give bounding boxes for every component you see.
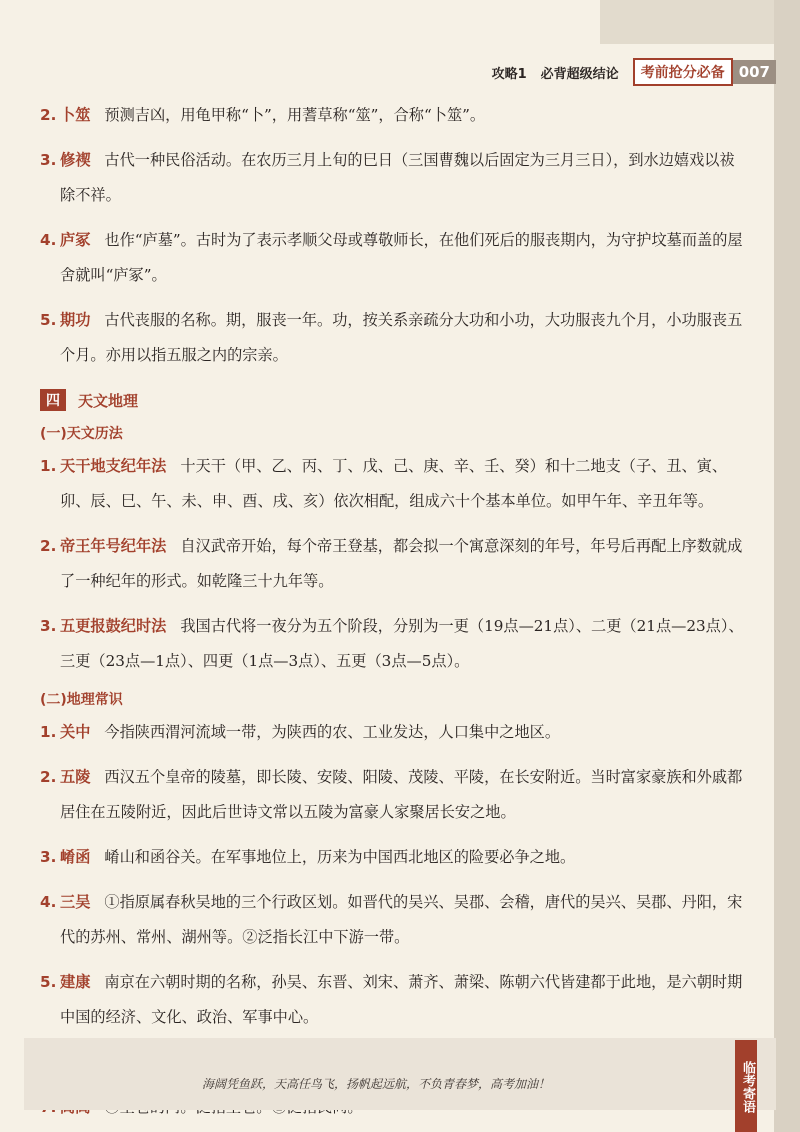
item-term: 五陵	[60, 768, 91, 786]
item-number: 4.	[40, 231, 57, 249]
list-item	[40, 965, 746, 1035]
content	[40, 92, 746, 1132]
item-number: 5.	[40, 311, 57, 329]
item-number: 2.	[40, 537, 57, 555]
item-text: 自汉武帝开始，每个帝王登基，都会拟一个寓意深刻的年号，年号后再配上序数就成了一种纪年的形式。如乾隆三十九年等。	[60, 537, 743, 590]
footer-motto: 海阔凭鱼跃，天高任鸟飞，扬帆起远航，不负青春梦，高考加油！	[201, 1077, 550, 1091]
item-text: 我国古代将一夜分为五个阶段，分别为一更（19点—21点）、二更（21点—23点）、三更（23点—1点）、四更（1点—3点）、五更（3点—5点）。	[60, 617, 744, 670]
list-item	[40, 529, 746, 599]
list-item	[40, 715, 746, 750]
item-number: 5.	[40, 973, 57, 991]
item-term: 关中	[60, 723, 91, 741]
section-heading	[40, 389, 746, 411]
list-item	[40, 143, 746, 213]
item-text: 十天干（甲、乙、丙、丁、戊、己、庚、辛、壬、癸）和十二地支（子、丑、寅、卯、辰、巳、午、未、申、酉、戌、亥）依次相配，组成六十个基本单位。如甲午年、辛丑年等。	[60, 457, 728, 510]
footer-band	[24, 1038, 776, 1110]
list-item	[40, 223, 746, 293]
item-term: 帝王年号纪年法	[60, 537, 167, 555]
item-number: 2.	[40, 106, 57, 124]
item-term: 卜筮	[60, 106, 91, 124]
item-term: 修禊	[60, 151, 91, 169]
list-item	[40, 885, 746, 955]
list-item	[40, 840, 746, 875]
header-badge: 考前抢分必备	[633, 58, 733, 86]
item-term: 天干地支纪年法	[60, 457, 167, 475]
subsection-heading: (一)天文历法	[40, 426, 123, 442]
item-number: 3.	[40, 617, 57, 635]
section-mark: 四	[40, 389, 66, 411]
header-subtitle: 必背超级结论	[540, 66, 619, 82]
item-text: ①指原属春秋吴地的三个行政区划。如晋代的吴兴、吴郡、会稽，唐代的吴兴、吴郡、丹阳，宋代的苏州、常州、湖州等。②泛指长江中下游一带。	[60, 893, 743, 946]
item-text: 古代丧服的名称。期，服丧一年。功，按关系亲疏分大功和小功，大功服丧九个月，小功服丧五个月。亦用以指五服之内的宗亲。	[60, 311, 743, 364]
page-header	[492, 58, 776, 86]
footer-side-tag: 临考寄语	[735, 1040, 757, 1132]
header-section-label: 攻略1	[491, 66, 527, 82]
item-text: 南京在六朝时期的名称，孙吴、东晋、刘宋、萧齐、萧梁、陈朝六代皆建都于此地，是六朝时期中国的经济、文化、政治、军事中心。	[60, 973, 743, 1026]
item-number: 1.	[40, 457, 57, 475]
item-number: 4.	[40, 893, 57, 911]
list-item	[40, 449, 746, 519]
item-text: 古代一种民俗活动。在农历三月上旬的巳日（三国曹魏以后固定为三月三日），到水边嬉戏以祓除不祥。	[60, 151, 735, 204]
item-term: 五更报鼓纪时法	[60, 617, 167, 635]
page-edge	[774, 0, 800, 1132]
item-text: 崤山和函谷关。在军事地位上，历来为中国西北地区的险要必争之地。	[104, 848, 576, 866]
item-term: 庐冢	[60, 231, 91, 249]
item-term: 期功	[60, 311, 91, 329]
subsection-heading: (二)地理常识	[40, 692, 123, 708]
item-number: 2.	[40, 768, 57, 786]
item-term: 建康	[60, 973, 91, 991]
section-title: 天文地理	[78, 391, 139, 410]
item-term: 三吴	[60, 893, 91, 911]
list-item	[40, 303, 746, 373]
list-item	[40, 760, 746, 830]
item-number: 3.	[40, 848, 57, 866]
list-item	[40, 609, 746, 679]
item-text: 也作“庐墓”。古时为了表示孝顺父母或尊敬师长，在他们死后的服丧期内，为守护坟墓而盖的屋舍就叫“庐冢”。	[60, 231, 743, 284]
item-text: 西汉五个皇帝的陵墓，即长陵、安陵、阳陵、茂陵、平陵，在长安附近。当时富家豪族和外戚都居住在五陵附近，因此后世诗文常以五陵为富豪人家聚居长安之地。	[60, 768, 743, 821]
item-term: 崤函	[60, 848, 91, 866]
page-number: 007	[733, 60, 776, 84]
item-number: 3.	[40, 151, 57, 169]
list-item	[40, 98, 746, 133]
header-band	[600, 0, 800, 44]
item-text: 预测吉凶，用龟甲称“卜”，用蓍草称“筮”，合称“卜筮”。	[104, 106, 486, 124]
item-text: 今指陕西渭河流域一带，为陕西的农、工业发达，人口集中之地区。	[104, 723, 560, 741]
item-number: 1.	[40, 723, 57, 741]
